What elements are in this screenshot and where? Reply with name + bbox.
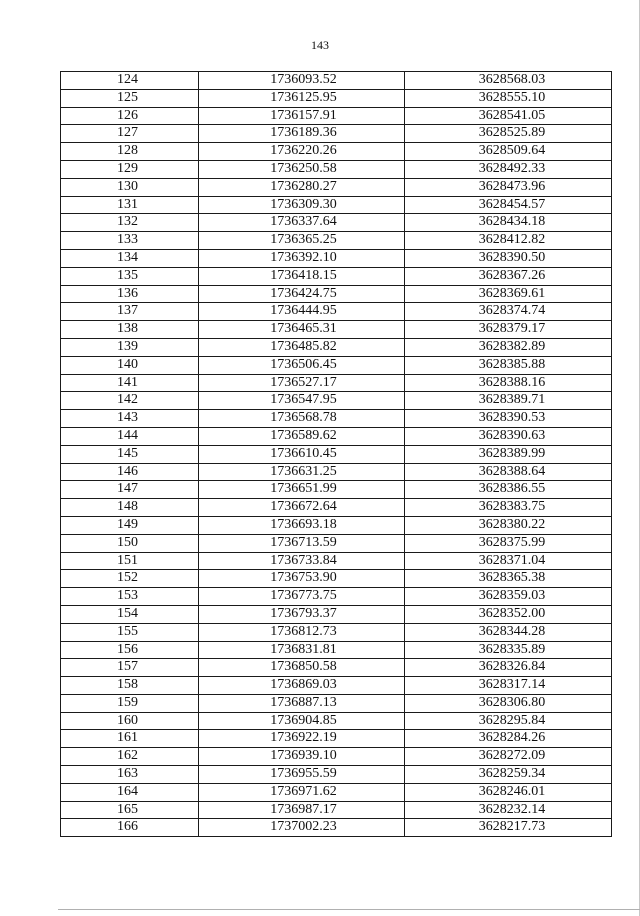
table-row (61, 499, 612, 517)
y-coordinate-cell: 3628326.84 (405, 659, 612, 677)
x-coordinate-cell: 1736850.58 (199, 659, 405, 677)
x-coordinate-cell: 1736922.19 (199, 730, 405, 748)
x-coordinate-cell: 1736337.64 (199, 214, 405, 232)
table-row (61, 214, 612, 232)
y-coordinate-cell: 3628232.14 (405, 801, 612, 819)
y-coordinate-cell: 3628365.38 (405, 570, 612, 588)
y-coordinate-cell: 3628295.84 (405, 712, 612, 730)
table-row (61, 712, 612, 730)
y-coordinate-cell: 3628379.17 (405, 321, 612, 339)
y-coordinate-cell: 3628367.26 (405, 267, 612, 285)
x-coordinate-cell: 1736485.82 (199, 338, 405, 356)
point-number-cell: 132 (61, 214, 199, 232)
point-number-cell: 150 (61, 534, 199, 552)
x-coordinate-cell: 1736939.10 (199, 748, 405, 766)
table-row (61, 588, 612, 606)
x-coordinate-cell: 1736773.75 (199, 588, 405, 606)
point-number-cell: 127 (61, 125, 199, 143)
x-coordinate-cell: 1736651.99 (199, 481, 405, 499)
x-coordinate-cell: 1736610.45 (199, 445, 405, 463)
y-coordinate-cell: 3628380.22 (405, 516, 612, 534)
x-coordinate-cell: 1736631.25 (199, 463, 405, 481)
table-row (61, 89, 612, 107)
point-number-cell: 148 (61, 499, 199, 517)
x-coordinate-cell: 1736904.85 (199, 712, 405, 730)
y-coordinate-cell: 3628555.10 (405, 89, 612, 107)
y-coordinate-cell: 3628454.57 (405, 196, 612, 214)
y-coordinate-cell: 3628390.63 (405, 427, 612, 445)
point-number-cell: 138 (61, 321, 199, 339)
y-coordinate-cell: 3628390.53 (405, 410, 612, 428)
x-coordinate-cell: 1736713.59 (199, 534, 405, 552)
x-coordinate-cell: 1736793.37 (199, 605, 405, 623)
point-number-cell: 135 (61, 267, 199, 285)
point-number-cell: 124 (61, 72, 199, 90)
x-coordinate-cell: 1736733.84 (199, 552, 405, 570)
table-row (61, 641, 612, 659)
table-row (61, 570, 612, 588)
y-coordinate-cell: 3628412.82 (405, 232, 612, 250)
x-coordinate-cell: 1736887.13 (199, 694, 405, 712)
x-coordinate-cell: 1736220.26 (199, 143, 405, 161)
y-coordinate-cell: 3628217.73 (405, 819, 612, 837)
table-row (61, 730, 612, 748)
point-number-cell: 126 (61, 107, 199, 125)
table-row (61, 249, 612, 267)
x-coordinate-cell: 1736589.62 (199, 427, 405, 445)
table-row (61, 481, 612, 499)
y-coordinate-cell: 3628434.18 (405, 214, 612, 232)
point-number-cell: 125 (61, 89, 199, 107)
y-coordinate-cell: 3628541.05 (405, 107, 612, 125)
y-coordinate-cell: 3628375.99 (405, 534, 612, 552)
point-number-cell: 166 (61, 819, 199, 837)
point-number-cell: 130 (61, 178, 199, 196)
x-coordinate-cell: 1736189.36 (199, 125, 405, 143)
table-row (61, 178, 612, 196)
table-row (61, 694, 612, 712)
point-number-cell: 165 (61, 801, 199, 819)
y-coordinate-cell: 3628352.00 (405, 605, 612, 623)
x-coordinate-cell: 1736693.18 (199, 516, 405, 534)
x-coordinate-cell: 1736987.17 (199, 801, 405, 819)
point-number-cell: 140 (61, 356, 199, 374)
x-coordinate-cell: 1736465.31 (199, 321, 405, 339)
table-row (61, 285, 612, 303)
x-coordinate-cell: 1736125.95 (199, 89, 405, 107)
x-coordinate-cell: 1736753.90 (199, 570, 405, 588)
y-coordinate-cell: 3628335.89 (405, 641, 612, 659)
x-coordinate-cell: 1736672.64 (199, 499, 405, 517)
y-coordinate-cell: 3628374.74 (405, 303, 612, 321)
point-number-cell: 160 (61, 712, 199, 730)
point-number-cell: 147 (61, 481, 199, 499)
x-coordinate-cell: 1736812.73 (199, 623, 405, 641)
y-coordinate-cell: 3628369.61 (405, 285, 612, 303)
table-row (61, 766, 612, 784)
point-number-cell: 154 (61, 605, 199, 623)
x-coordinate-cell: 1736280.27 (199, 178, 405, 196)
point-number-cell: 152 (61, 570, 199, 588)
point-number-cell: 158 (61, 677, 199, 695)
table-row (61, 748, 612, 766)
table-row (61, 623, 612, 641)
x-coordinate-cell: 1736365.25 (199, 232, 405, 250)
table-row (61, 659, 612, 677)
y-coordinate-cell: 3628388.16 (405, 374, 612, 392)
y-coordinate-cell: 3628344.28 (405, 623, 612, 641)
point-number-cell: 149 (61, 516, 199, 534)
y-coordinate-cell: 3628509.64 (405, 143, 612, 161)
point-number-cell: 129 (61, 160, 199, 178)
x-coordinate-cell: 1736955.59 (199, 766, 405, 784)
y-coordinate-cell: 3628383.75 (405, 499, 612, 517)
point-number-cell: 164 (61, 783, 199, 801)
x-coordinate-cell: 1736506.45 (199, 356, 405, 374)
table-row (61, 374, 612, 392)
y-coordinate-cell: 3628492.33 (405, 160, 612, 178)
x-coordinate-cell: 1736547.95 (199, 392, 405, 410)
table-row (61, 410, 612, 428)
x-coordinate-cell: 1736392.10 (199, 249, 405, 267)
point-number-cell: 131 (61, 196, 199, 214)
point-number-cell: 153 (61, 588, 199, 606)
y-coordinate-cell: 3628389.71 (405, 392, 612, 410)
page-number: 143 (311, 38, 329, 52)
table-row (61, 107, 612, 125)
table-row (61, 516, 612, 534)
table-row (61, 605, 612, 623)
point-number-cell: 136 (61, 285, 199, 303)
table-row (61, 783, 612, 801)
y-coordinate-cell: 3628525.89 (405, 125, 612, 143)
table-row (61, 160, 612, 178)
y-coordinate-cell: 3628473.96 (405, 178, 612, 196)
table-row (61, 72, 612, 90)
y-coordinate-cell: 3628306.80 (405, 694, 612, 712)
page-edge-bottom (58, 909, 640, 910)
x-coordinate-cell: 1736568.78 (199, 410, 405, 428)
point-number-cell: 145 (61, 445, 199, 463)
y-coordinate-cell: 3628371.04 (405, 552, 612, 570)
point-number-cell: 139 (61, 338, 199, 356)
table-row (61, 303, 612, 321)
point-number-cell: 161 (61, 730, 199, 748)
coordinates-table (60, 71, 612, 837)
y-coordinate-cell: 3628568.03 (405, 72, 612, 90)
point-number-cell: 142 (61, 392, 199, 410)
y-coordinate-cell: 3628385.88 (405, 356, 612, 374)
y-coordinate-cell: 3628359.03 (405, 588, 612, 606)
y-coordinate-cell: 3628272.09 (405, 748, 612, 766)
table-row (61, 427, 612, 445)
table-body (61, 72, 612, 837)
x-coordinate-cell: 1736444.95 (199, 303, 405, 321)
point-number-cell: 143 (61, 410, 199, 428)
point-number-cell: 156 (61, 641, 199, 659)
y-coordinate-cell: 3628386.55 (405, 481, 612, 499)
x-coordinate-cell: 1736418.15 (199, 267, 405, 285)
x-coordinate-cell: 1737002.23 (199, 819, 405, 837)
x-coordinate-cell: 1736869.03 (199, 677, 405, 695)
table-row (61, 392, 612, 410)
point-number-cell: 155 (61, 623, 199, 641)
point-number-cell: 141 (61, 374, 199, 392)
point-number-cell: 133 (61, 232, 199, 250)
point-number-cell: 134 (61, 249, 199, 267)
point-number-cell: 144 (61, 427, 199, 445)
x-coordinate-cell: 1736424.75 (199, 285, 405, 303)
table-row (61, 463, 612, 481)
table-row (61, 196, 612, 214)
y-coordinate-cell: 3628284.26 (405, 730, 612, 748)
point-number-cell: 159 (61, 694, 199, 712)
point-number-cell: 163 (61, 766, 199, 784)
point-number-cell: 137 (61, 303, 199, 321)
y-coordinate-cell: 3628390.50 (405, 249, 612, 267)
table-row (61, 819, 612, 837)
point-number-cell: 146 (61, 463, 199, 481)
x-coordinate-cell: 1736527.17 (199, 374, 405, 392)
table-row (61, 534, 612, 552)
x-coordinate-cell: 1736309.30 (199, 196, 405, 214)
y-coordinate-cell: 3628259.34 (405, 766, 612, 784)
table-row (61, 801, 612, 819)
y-coordinate-cell: 3628317.14 (405, 677, 612, 695)
table-row (61, 267, 612, 285)
y-coordinate-cell: 3628388.64 (405, 463, 612, 481)
x-coordinate-cell: 1736250.58 (199, 160, 405, 178)
table-row (61, 338, 612, 356)
table-row (61, 445, 612, 463)
x-coordinate-cell: 1736831.81 (199, 641, 405, 659)
table-row (61, 143, 612, 161)
table-row (61, 677, 612, 695)
table-row (61, 125, 612, 143)
point-number-cell: 128 (61, 143, 199, 161)
point-number-cell: 151 (61, 552, 199, 570)
table-row (61, 232, 612, 250)
table-row (61, 356, 612, 374)
table-row (61, 321, 612, 339)
point-number-cell: 157 (61, 659, 199, 677)
y-coordinate-cell: 3628246.01 (405, 783, 612, 801)
table-row (61, 552, 612, 570)
x-coordinate-cell: 1736971.62 (199, 783, 405, 801)
x-coordinate-cell: 1736093.52 (199, 72, 405, 90)
point-number-cell: 162 (61, 748, 199, 766)
x-coordinate-cell: 1736157.91 (199, 107, 405, 125)
y-coordinate-cell: 3628382.89 (405, 338, 612, 356)
y-coordinate-cell: 3628389.99 (405, 445, 612, 463)
